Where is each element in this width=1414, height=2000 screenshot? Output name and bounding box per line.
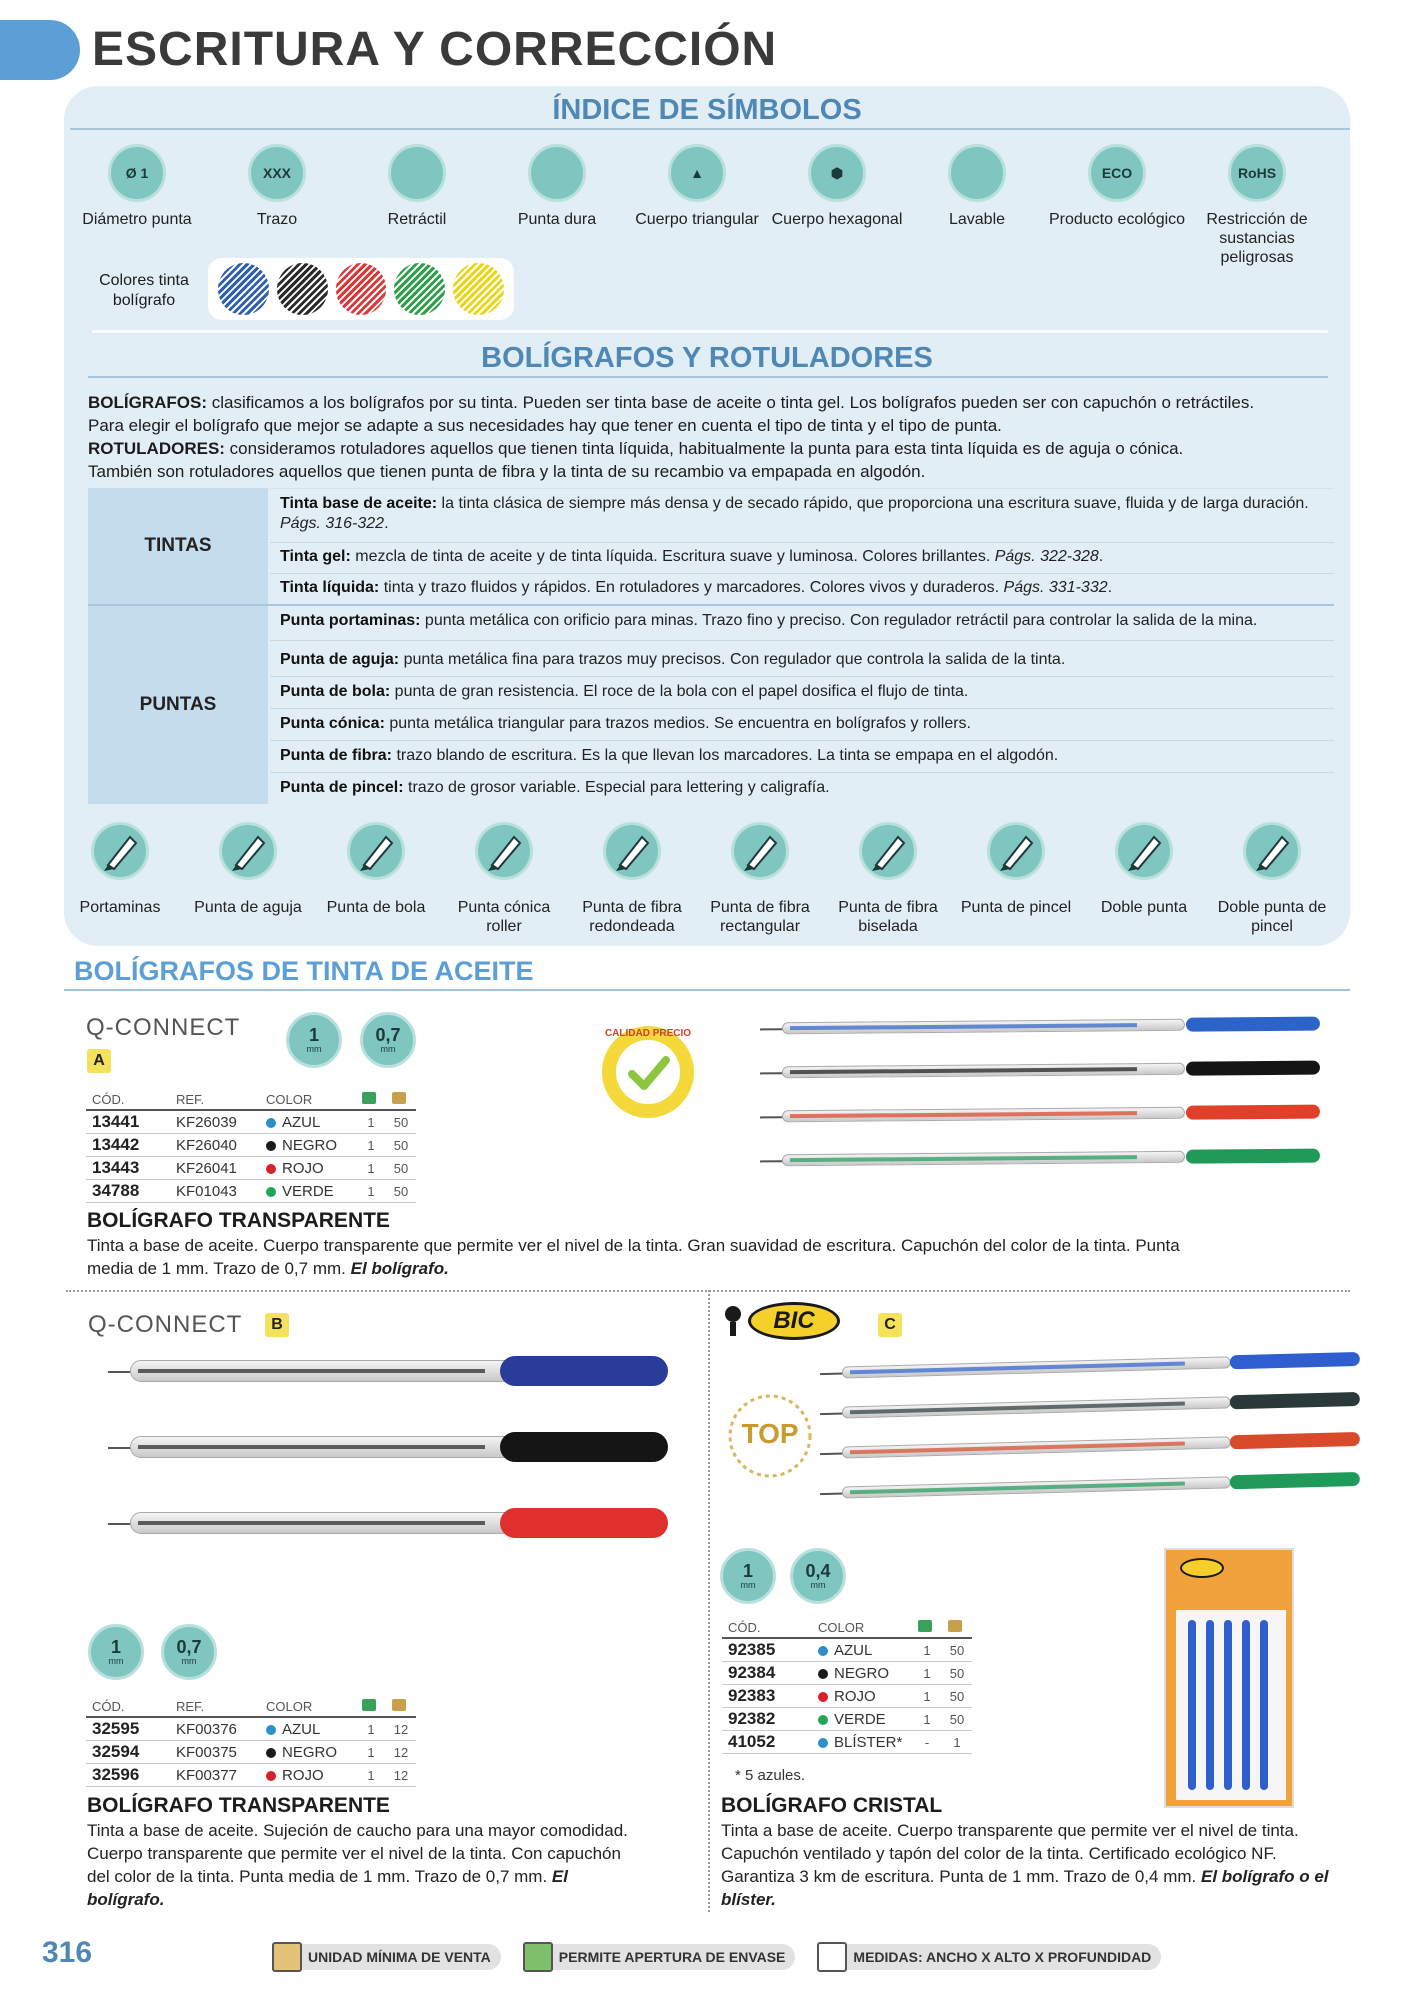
col-header: REF.: [170, 1090, 260, 1110]
box-units: 50: [386, 1134, 416, 1157]
diameter-icon: Ø 1: [108, 144, 166, 202]
tip-item: [568, 822, 696, 936]
double-tip-icon: [1115, 822, 1173, 880]
box-units: 1: [942, 1731, 972, 1754]
product-ref: KF00375: [170, 1741, 260, 1764]
legend-label: UNIDAD MÍNIMA DE VENTA: [272, 1944, 501, 1970]
product-color: NEGRO: [260, 1741, 356, 1764]
tip-definition: Punta portaminas: punta metálica con orificio para minas. Trazo fino y preciso. Con regulador retráctil para controlar la salida de la mina.: [280, 612, 1258, 629]
hard-tip-icon: [528, 144, 586, 202]
pen-image: [820, 1353, 1360, 1387]
row-divider: [270, 542, 1334, 543]
col-header: CÓD.: [86, 1697, 170, 1717]
symbol-label: Diámetro punta: [82, 211, 192, 228]
divider: [92, 330, 1328, 333]
ink-color-swatch: [218, 263, 269, 315]
symbol-label: Punta dura: [517, 211, 597, 228]
ink-gel-definition: Tinta gel: mezcla de tinta de aceite y de tinta líquida. Escritura suave y luminosa. Colores brillantes. Págs. 322-328.: [280, 548, 1104, 565]
symbol-label: Producto ecológico: [1048, 211, 1186, 228]
product-code: 32595: [86, 1717, 170, 1741]
col-header: COLOR: [260, 1697, 356, 1717]
symbol-item: [627, 144, 767, 267]
tip-item: [440, 822, 568, 936]
brush-tip-icon: [987, 822, 1045, 880]
diameter-icon: 1 mm: [88, 1624, 144, 1680]
table-row: [722, 1685, 972, 1708]
divider: [64, 989, 1350, 991]
min-units: 1: [356, 1134, 386, 1157]
table-row: [722, 1662, 972, 1685]
product-description: Tinta a base de aceite. Cuerpo transparente que permite ver el nivel de la tinta. Gran suavidad de escritura. Capuchón del color de la tinta. Punta media de 1 mm. Trazo de 0,7 mm. El bolígrafo.: [87, 1236, 1180, 1278]
product-badge: B: [265, 1313, 289, 1337]
min-units: 1: [356, 1110, 386, 1134]
symbol-label: Retráctil: [387, 211, 447, 228]
box-unit-icon: [948, 1620, 962, 1632]
open-package-icon: [523, 1942, 553, 1972]
legend-item: [523, 1944, 796, 1970]
rect-fiber-tip-icon: [731, 822, 789, 880]
product-color: NEGRO: [260, 1134, 356, 1157]
min-units: 1: [356, 1180, 386, 1203]
bevel-fiber-tip-icon: [859, 822, 917, 880]
brand-logo: Q-CONNECT: [88, 1311, 243, 1338]
tip-item: [56, 822, 184, 936]
symbols-index-title: ÍNDICE DE SÍMBOLOS: [552, 94, 862, 126]
quality-price-seal: CALIDAD PRECIO: [598, 1022, 698, 1122]
tip-item: [696, 822, 824, 936]
product-color: NEGRO: [812, 1662, 912, 1685]
product-ref: KF26040: [170, 1134, 260, 1157]
box-units: 12: [386, 1717, 416, 1741]
table-row: [86, 1741, 416, 1764]
table-row: [86, 1110, 416, 1134]
symbol-label: Trazo: [256, 211, 298, 228]
ink-liquid-definition: Tinta líquida: tinta y trazo fluidos y rápidos. En rotuladores y marcadores. Colores vivos y duraderos. Págs. 331-332.: [280, 579, 1113, 596]
symbol-label: Restricción de sustancias peligrosas: [1206, 211, 1308, 266]
ink-colors-label: Colores tinta bolígrafo: [99, 272, 189, 309]
product-code: 34788: [86, 1180, 170, 1203]
product-image-pens: [760, 1020, 1320, 1200]
pens-markers-title: BOLÍGRAFOS Y ROTULADORES: [481, 342, 933, 374]
ink-color-swatch: [453, 263, 504, 315]
ink-color-swatch: [277, 263, 328, 315]
page-number: 316: [42, 1936, 93, 1969]
table-row: [86, 1764, 416, 1787]
triangle-body-icon: ▲: [668, 144, 726, 202]
symbol-item: [907, 144, 1047, 267]
washable-icon: [948, 144, 1006, 202]
product-code: 41052: [722, 1731, 812, 1754]
row-divider: [270, 772, 1334, 773]
box-unit-icon: [392, 1699, 406, 1711]
min-units: 1: [912, 1708, 942, 1731]
legend-label: PERMITE APERTURA DE ENVASE: [523, 1944, 796, 1970]
color-dot: [266, 1164, 276, 1174]
product-color: ROJO: [260, 1157, 356, 1180]
tip-label: Punta de fibra rectangular: [710, 899, 810, 935]
table-row: [722, 1638, 972, 1662]
col-header: COLOR: [260, 1090, 356, 1110]
pen-image: [820, 1393, 1360, 1427]
box-units: 50: [386, 1180, 416, 1203]
tip-definition: Punta cónica: punta metálica triangular para trazos medios. Se encuentra en bolígrafos y rollers.: [280, 715, 971, 732]
open-package-icon: [362, 1092, 376, 1104]
tip-label: Punta de bola: [326, 899, 426, 916]
table-row: [86, 1180, 416, 1203]
product-table-a: [86, 1090, 416, 1203]
box-units: 50: [942, 1685, 972, 1708]
tip-label: Doble punta: [1100, 899, 1188, 916]
col-header: CÓD.: [722, 1618, 812, 1638]
brand-logo: Q-CONNECT: [86, 1014, 241, 1041]
retractable-icon: [388, 144, 446, 202]
box-unit-icon: [392, 1092, 406, 1104]
tip-label: Punta de fibra biselada: [838, 899, 938, 935]
symbol-item: [67, 144, 207, 267]
tip-item: [952, 822, 1080, 936]
box-units: 50: [942, 1708, 972, 1731]
color-dot: [266, 1141, 276, 1151]
pen-image: [820, 1433, 1360, 1467]
tip-item: [1080, 822, 1208, 936]
product-code: 92382: [722, 1708, 812, 1731]
min-units: 1: [356, 1741, 386, 1764]
tip-label: Punta de aguja: [194, 899, 302, 916]
tip-item: [824, 822, 952, 936]
row-divider: [270, 573, 1334, 574]
diameter-icon: 1 mm: [720, 1548, 776, 1604]
tip-definition: Punta de fibra: trazo blando de escritura. Es la que llevan los marcadores. La tinta se empapa en el algodón.: [280, 747, 1059, 764]
pen-image: [820, 1473, 1360, 1507]
color-dot: [266, 1771, 276, 1781]
page-title: ESCRITURA Y CORRECCIÓN: [92, 23, 778, 76]
table-row: [86, 1157, 416, 1180]
box-units: 50: [942, 1662, 972, 1685]
ink-color-swatch: [336, 263, 387, 315]
intro-line: ROTULADORES: consideramos rotuladores aquellos que tienen tinta líquida, habitualmente la punta para esta tinta líquida es de aguja o cónica.: [88, 439, 1184, 458]
brand-logo: BIC: [722, 1302, 848, 1342]
intro-line: BOLÍGRAFOS: clasificamos a los bolígrafos por su tinta. Pueden ser tinta base de aceite o tinta gel. Los bolígrafos pueden ser con capuchón o retráctiles.: [88, 393, 1255, 412]
product-color: VERDE: [812, 1708, 912, 1731]
stroke-icon: 0,7 mm: [360, 1012, 416, 1068]
tip-item: [1208, 822, 1336, 936]
product-table-c: [722, 1618, 972, 1754]
product-ref: KF26041: [170, 1157, 260, 1180]
table-row: [86, 1717, 416, 1741]
color-dot: [818, 1669, 828, 1679]
divider: [70, 128, 1350, 130]
min-units: 1: [356, 1717, 386, 1741]
box-unit-icon: [272, 1942, 302, 1972]
symbol-label: Cuerpo triangular: [635, 211, 759, 228]
symbol-item: [347, 144, 487, 267]
hexagon-body-icon: ⬢: [808, 144, 866, 202]
table-row: [722, 1708, 972, 1731]
symbol-label: Cuerpo hexagonal: [771, 211, 903, 228]
double-brush-tip-icon: [1243, 822, 1301, 880]
product-code: 32596: [86, 1764, 170, 1787]
dotted-divider: [708, 1290, 710, 1912]
product-badge: A: [87, 1049, 111, 1073]
table-row: [86, 1134, 416, 1157]
mechanical-pencil-tip-icon: [91, 822, 149, 880]
product-code: 13441: [86, 1110, 170, 1134]
intro-line: También son rotuladores aquellos que tienen punta de fibra y la tinta de su recambio va empapada en algodón.: [88, 462, 926, 481]
pen-image: [108, 1512, 668, 1554]
color-dot: [818, 1692, 828, 1702]
product-title: BOLÍGRAFO TRANSPARENTE: [87, 1209, 390, 1232]
tip-label: Punta cónica roller: [457, 899, 551, 935]
bic-boy-icon: [722, 1306, 744, 1336]
product-code: 13443: [86, 1157, 170, 1180]
pen-image: [108, 1360, 668, 1402]
product-color: VERDE: [260, 1180, 356, 1203]
product-code: 92384: [722, 1662, 812, 1685]
eco-icon: ECO: [1088, 144, 1146, 202]
stroke-icon: 0,7 mm: [161, 1624, 217, 1680]
product-code: 32594: [86, 1741, 170, 1764]
row-divider: [270, 676, 1334, 677]
divider: [88, 376, 1328, 378]
product-description: Tinta a base de aceite. Cuerpo transparente que permite ver el nivel de tinta. Capuchón ventilado y tapón del color de la tinta. Certificado ecológico NF. Garantiza 3 km de escritura. Punta de 1 mm. Trazo de 0,4 mm. El bolígrafo o el blíster.: [721, 1821, 1329, 1909]
product-ref: KF26039: [170, 1110, 260, 1134]
open-package-icon: [918, 1620, 932, 1632]
row-divider: [270, 708, 1334, 709]
top-seal: TOP: [724, 1390, 816, 1482]
tip-item: [312, 822, 440, 936]
footer-legend: [272, 1944, 1161, 1970]
symbol-item: [1187, 144, 1327, 267]
product-title: BOLÍGRAFO TRANSPARENTE: [87, 1794, 390, 1817]
product-code: 92385: [722, 1638, 812, 1662]
color-dot: [266, 1187, 276, 1197]
box-units: 50: [386, 1110, 416, 1134]
product-color: BLÍSTER*: [812, 1731, 912, 1754]
product-description: Tinta a base de aceite. Sujeción de caucho para una mayor comodidad. Cuerpo transparente que permite ver el nivel de la tinta. Con capuchón del color de la tinta. Punta media de 1 mm. Trazo de 0,7 mm. El bolígrafo.: [87, 1821, 628, 1909]
color-dot: [818, 1646, 828, 1656]
stroke-icon: 0,4 mm: [790, 1548, 846, 1604]
ball-tip-icon: [347, 822, 405, 880]
product-code: 92383: [722, 1685, 812, 1708]
min-units: 1: [912, 1685, 942, 1708]
tip-label: Portaminas: [79, 899, 161, 916]
stroke-icon: XXX: [248, 144, 306, 202]
pen-image: [760, 1150, 1320, 1175]
box-units: 50: [386, 1157, 416, 1180]
color-dot: [266, 1118, 276, 1128]
symbols-row: [67, 144, 1327, 267]
symbol-item: [767, 144, 907, 267]
product-code: 13442: [86, 1134, 170, 1157]
rohs-icon: RoHS: [1228, 144, 1286, 202]
product-table-b: [86, 1697, 416, 1787]
blister-pack-image: [1164, 1548, 1294, 1808]
box-units: 12: [386, 1741, 416, 1764]
open-package-icon: [362, 1699, 376, 1711]
product-color: ROJO: [260, 1764, 356, 1787]
pen-image: [760, 1018, 1320, 1043]
legend-label: MEDIDAS: ANCHO X ALTO X PROFUNDIDAD: [817, 1944, 1161, 1970]
product-title: BOLÍGRAFO CRISTAL: [721, 1794, 943, 1817]
legend-item: [272, 1944, 501, 1970]
footnote: * 5 azules.: [735, 1767, 806, 1784]
box-units: 50: [942, 1638, 972, 1662]
product-badge: C: [878, 1313, 902, 1337]
product-ref: KF01043: [170, 1180, 260, 1203]
symbol-label: Lavable: [948, 211, 1006, 228]
intro-line: Para elegir el bolígrafo que mejor se adapte a sus necesidades hay que tener en cuenta el tipo de tinta y el tipo de punta.: [88, 416, 1002, 435]
col-header: REF.: [170, 1697, 260, 1717]
product-color: AZUL: [260, 1717, 356, 1741]
product-ref: KF00377: [170, 1764, 260, 1787]
tip-definition: Punta de aguja: punta metálica fina para trazos muy precisos. Con regulador que controla la salida de la tinta.: [280, 651, 1066, 668]
min-units: 1: [912, 1638, 942, 1662]
tip-label: Doble punta de pincel: [1217, 899, 1327, 935]
min-units: 1: [356, 1157, 386, 1180]
color-dot: [818, 1715, 828, 1725]
tip-label: Punta de fibra redondeada: [582, 899, 682, 935]
tip-definition: Punta de pincel: trazo de grosor variable. Especial para lettering y caligrafía.: [280, 779, 830, 796]
tips-category: PUNTAS: [88, 606, 268, 804]
min-units: -: [912, 1731, 942, 1754]
ink-oil-definition: Tinta base de aceite: la tinta clásica de siempre más densa y de secado rápido, que proporciona una escritura suave, fluida y de larga duración. Págs. 316-322.: [280, 495, 1309, 532]
legend-item: [817, 1944, 1161, 1970]
product-ref: KF00376: [170, 1717, 260, 1741]
pen-image: [108, 1436, 668, 1478]
color-dot: [818, 1738, 828, 1748]
ink-color-swatch: [394, 263, 445, 315]
round-fiber-tip-icon: [603, 822, 661, 880]
needle-tip-icon: [219, 822, 277, 880]
color-dot: [266, 1748, 276, 1758]
symbol-item: [1047, 144, 1187, 267]
color-dot: [266, 1725, 276, 1735]
conical-tip-icon: [475, 822, 533, 880]
product-color: ROJO: [812, 1685, 912, 1708]
row-divider: [270, 740, 1334, 741]
tip-label: Punta de pincel: [960, 899, 1072, 916]
table-divider: [88, 604, 1334, 606]
dimensions-icon: [817, 1942, 847, 1972]
oil-pens-title: BOLÍGRAFOS DE TINTA DE ACEITE: [74, 956, 534, 986]
diameter-icon: 1 mm: [286, 1012, 342, 1068]
intro-text: [88, 391, 1328, 483]
col-header: COLOR: [812, 1618, 912, 1638]
ink-colors-swatches: [208, 258, 514, 320]
tip-item: [184, 822, 312, 936]
row-divider: [270, 488, 1334, 489]
tip-definition: Punta de bola: punta de gran resistencia. El roce de la bola con el papel dosifica el flujo de tinta.: [280, 683, 969, 700]
product-color: AZUL: [260, 1110, 356, 1134]
section-tab: [0, 20, 80, 80]
product-image-pens: [820, 1360, 1360, 1530]
inks-category: TINTAS: [88, 488, 268, 604]
tip-icons-row: [56, 822, 1336, 936]
row-divider: [270, 640, 1334, 641]
product-color: AZUL: [812, 1638, 912, 1662]
min-units: 1: [912, 1662, 942, 1685]
col-header: CÓD.: [86, 1090, 170, 1110]
table-row: [722, 1731, 972, 1754]
min-units: 1: [356, 1764, 386, 1787]
symbol-item: [207, 144, 347, 267]
symbol-item: [487, 144, 627, 267]
box-units: 12: [386, 1764, 416, 1787]
product-image-pens: [108, 1360, 668, 1560]
pen-image: [760, 1106, 1320, 1131]
pen-image: [760, 1062, 1320, 1087]
